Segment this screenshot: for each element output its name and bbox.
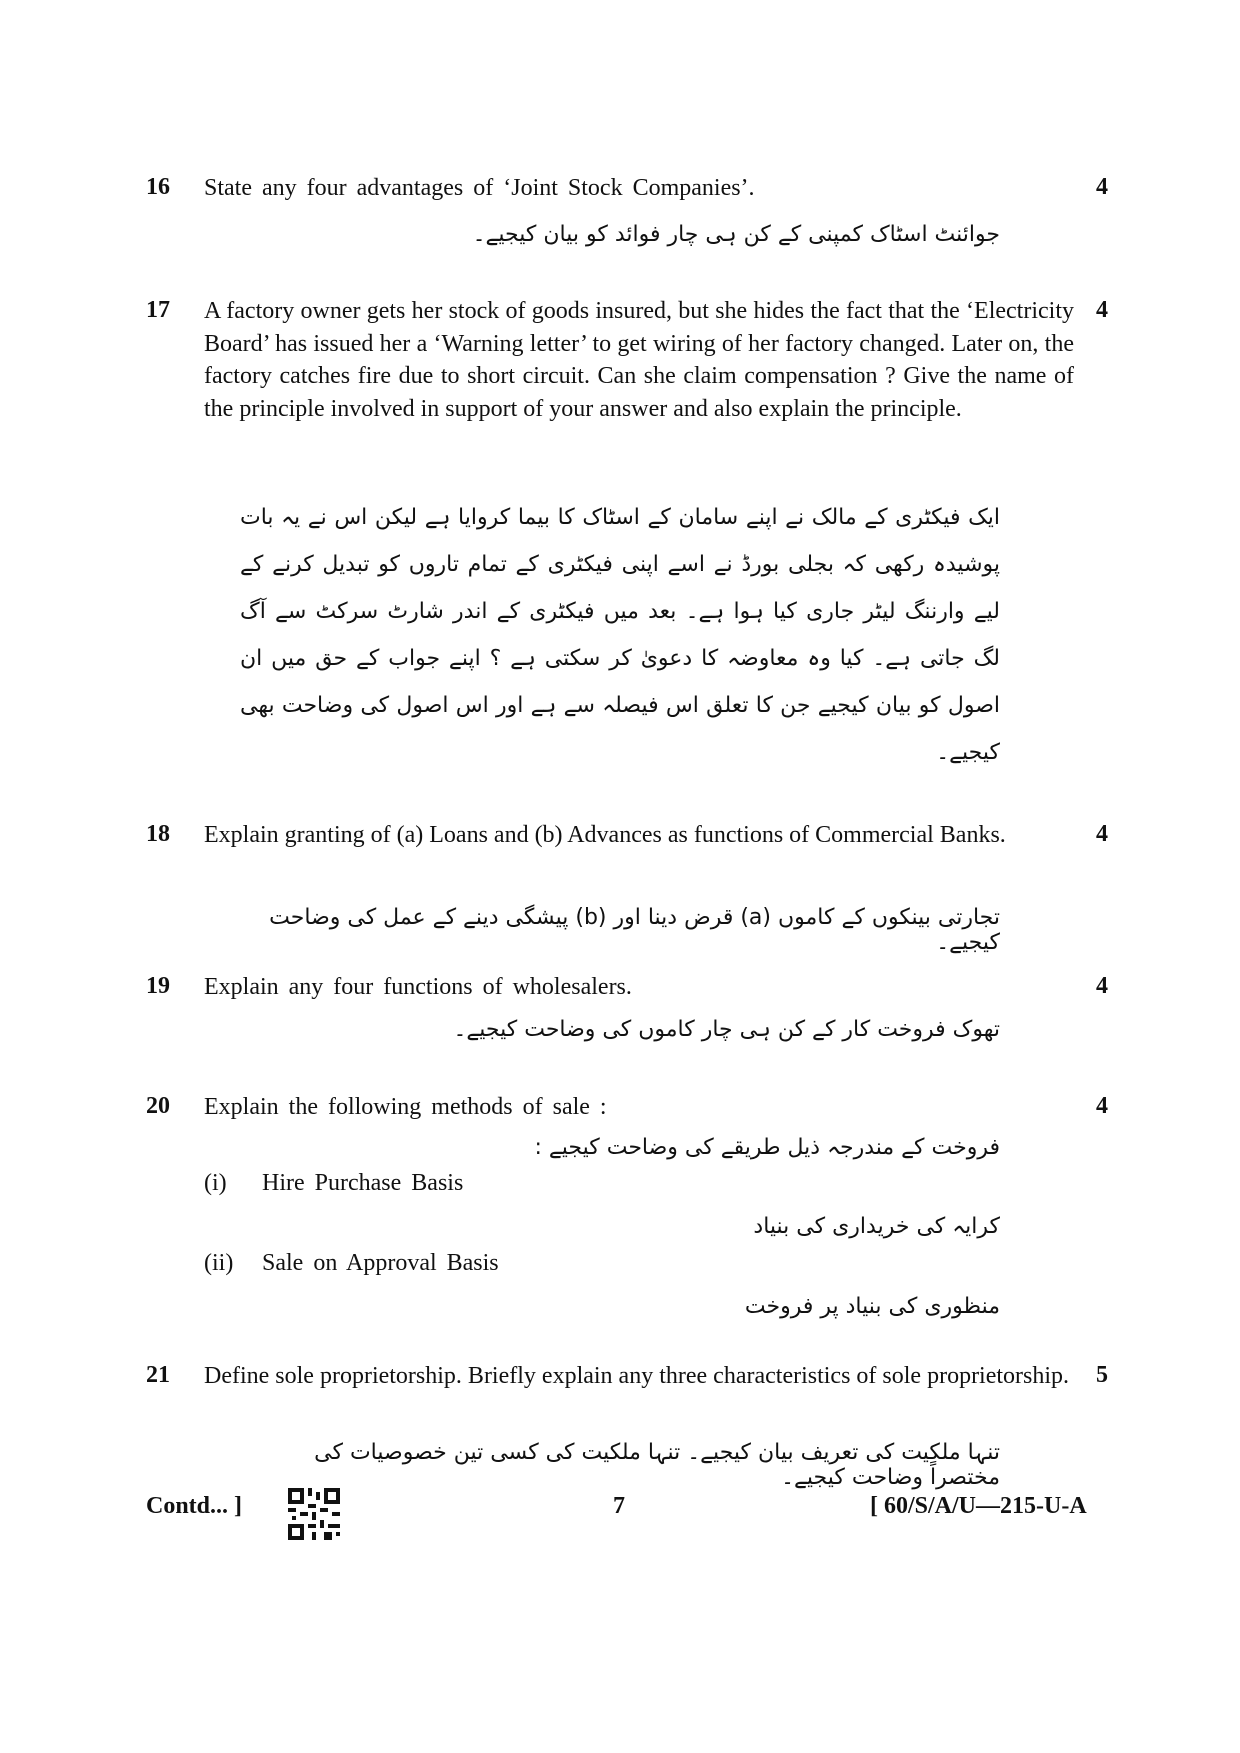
- question-text-urdu: تجارتی بینکوں کے کاموں (a) قرض دینا اور (b) پیشگی دینے کے عمل کی وضاحت کیجیے۔: [269, 905, 1000, 955]
- question-text-english: Explain the following methods of sale :: [204, 1094, 607, 1120]
- question-marks: 4: [1096, 821, 1108, 847]
- question-marks: 4: [1096, 1093, 1108, 1119]
- question-text-urdu: جوائنٹ اسٹاک کمپنی کے کن ہی چار فوائد کو بیان کیجیے۔: [472, 222, 1000, 247]
- question-text-english: Define sole proprietorship. Briefly explain any three characteristics of sole proprietorship.: [204, 1363, 1070, 1389]
- question-number: 16: [146, 174, 170, 200]
- question-text-english: Explain granting of (a) Loans and (b) Advances as functions of Commercial Banks.: [204, 822, 1006, 848]
- paper-code: [ 60/S/A/U—215-U-A: [870, 1493, 1087, 1519]
- sub-question-label: (ii): [204, 1250, 234, 1276]
- question-text-urdu: تنہا ملکیت کی تعریف بیان کیجیے۔ تنہا ملکیت کی کسی تین خصوصیات کی مختصراً وضاحت کیجیے۔: [314, 1440, 1000, 1490]
- question-marks: 4: [1096, 973, 1108, 999]
- question-text-urdu: ایک فیکٹری کے مالک نے اپنے سامان کے اسٹاک کا بیما کروایا ہے لیکن اس نے یہ بات پوشیدہ رکھی کہ بجلی بورڈ نے اسے اپنی فیکٹری کے تمام تاروں کو تبدیل کرنے کے لیے وارننگ لیٹر جاری کیا ہوا ہے۔ بعد میں فیکٹری کے اندر شارٹ سرکٹ سے آگ لگ جاتی ہے۔ کیا وہ معاوضہ کا دعویٰ کر سکتی ہے ؟ اپنے جواب کے حق میں ان اصول کو بیان کیجیے جن کا تعلق اس فیصلہ سے ہے اور اس اصول کی وضاحت بھی کیجیے۔: [240, 505, 1000, 765]
- sub-question-text-urdu: منظوری کی بنیاد پر فروخت: [744, 1294, 1000, 1319]
- question-text-urdu: فروخت کے مندرجہ ذیل طریقے کی وضاحت کیجیے :: [534, 1135, 1000, 1160]
- question-marks: 4: [1096, 174, 1108, 200]
- sub-question-label: (i): [204, 1170, 227, 1196]
- question-text-urdu: تھوک فروخت کار کے کن ہی چار کاموں کی وضاحت کیجیے۔: [453, 1017, 1000, 1042]
- page-number: 7: [613, 1493, 625, 1519]
- question-number: 20: [146, 1093, 170, 1119]
- question-marks: 4: [1096, 297, 1108, 323]
- question-marks: 5: [1096, 1362, 1108, 1388]
- sub-question-text-english: Sale on Approval Basis: [262, 1250, 499, 1276]
- sub-question-text-english: Hire Purchase Basis: [262, 1170, 464, 1196]
- continued-label: Contd... ]: [146, 1493, 243, 1519]
- question-text-english: A factory owner gets her stock of goods insured, but she hides the fact that the ‘Electricity Board’ has issued her a ‘Warning letter’ to get wiring of her factory changed. Later on, the factory catches fire due to short circuit. Can she claim compensation ? Give the name of the principle involved in support of your answer and also explain the principle.: [204, 298, 1074, 422]
- question-number: 17: [146, 297, 170, 323]
- question-text-english: State any four advantages of ‘Joint Stock Companies’.: [204, 175, 755, 201]
- qr-code-icon: [288, 1488, 340, 1540]
- sub-question-text-urdu: کرایہ کی خریداری کی بنیاد: [753, 1214, 1000, 1239]
- question-text-english: Explain any four functions of wholesalers.: [204, 974, 632, 1000]
- question-number: 18: [146, 821, 170, 847]
- question-number: 19: [146, 973, 170, 999]
- question-number: 21: [146, 1362, 170, 1388]
